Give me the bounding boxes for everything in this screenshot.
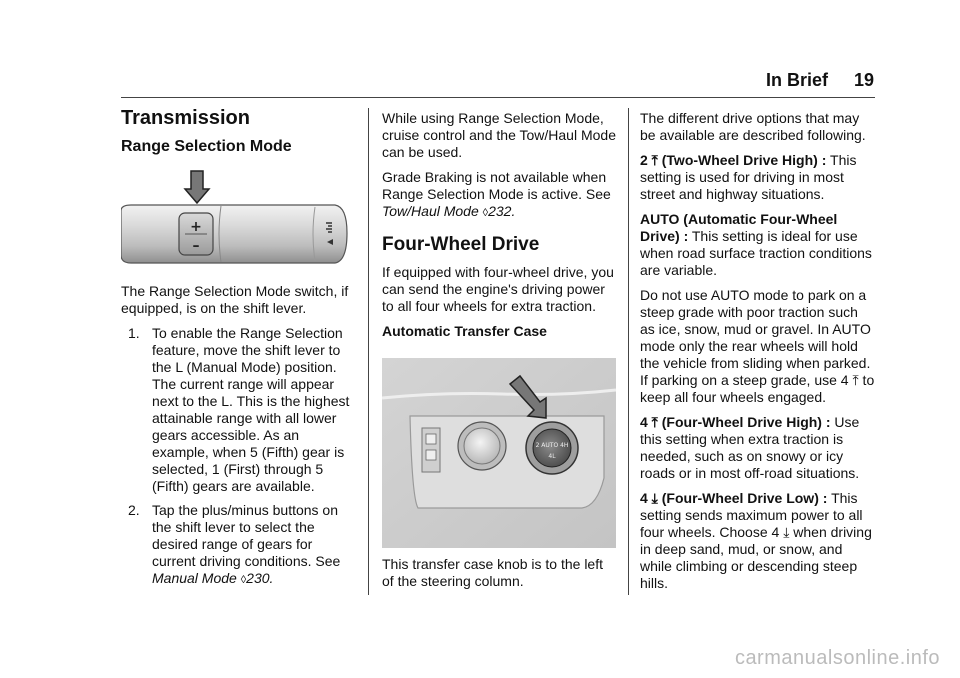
manual-mode-ref: 230. (246, 570, 274, 586)
column-2 (382, 110, 616, 598)
svg-text:+: + (190, 219, 202, 235)
svg-text:4L: 4L (548, 453, 556, 460)
page-ref-icon: ◊ (482, 207, 489, 219)
subsection-title-range-selection: Range Selection Mode (121, 138, 292, 155)
section-title-4wd: Four-Wheel Drive (382, 234, 540, 255)
paragraph: While using Range Selection Mode, cruise control and the Tow/Haul Mode can be used. (382, 110, 616, 160)
list-item (121, 325, 353, 495)
shift-lever-illustration (121, 169, 353, 277)
paragraph: Do not use AUTO mode to park on a steep grade with poor traction such as ice, snow, mud or gravel. In AUTO mode only the rear wheels will hold the vehicle from sliding when parked. If parking on a steep grade, use 4 ⤒ to keep all four wheels engaged. (640, 287, 875, 405)
step-number: 1. (128, 325, 140, 341)
column-divider (368, 108, 369, 595)
option-text: This setting is used for driving in most street and highway situations. (640, 152, 857, 202)
figure-caption: This transfer case knob is to the left of the steering column. (382, 556, 603, 589)
svg-text:–: – (192, 238, 200, 254)
tow-haul-ref: 232. (488, 203, 516, 219)
paragraph: Grade Braking is not available when Range Selection Mode is active. See Tow/Haul Mode ◊232. (382, 169, 611, 219)
header-title: In Brief (765, 70, 828, 90)
paragraph: If equipped with four-wheel drive, you can send the engine's driving power to all four wheels for extra traction. (382, 264, 614, 314)
option-heading: 2 ⤒ (Two-Wheel Drive High) : (640, 152, 827, 168)
section-title-transmission: Transmission (121, 107, 250, 129)
down-arrow-icon (185, 171, 209, 203)
page-ref-icon: ◊ (240, 574, 247, 586)
option-text: This setting sends maximum power to all four wheels. Choose 4 ⤓ when driving in deep sand, mud, or snow, and while climbing or descending steep hills. (640, 490, 872, 591)
option-auto (640, 211, 876, 279)
option-heading: AUTO (Automatic Four-Wheel Drive) : (640, 211, 838, 244)
paragraph: The different drive options that may be available are described following. (640, 110, 866, 143)
page-header (766, 70, 874, 91)
step-text: To enable the Range Selection feature, move the shift lever to the L (Manual Mode) position. The current range will appear next to the L. This is the highest attainable range with all lower gears accessible. As an example, when 5 (Fifth) gear is selected, 1 (First) through 5 (Fifth) gears are available. (152, 325, 350, 494)
column-1 (121, 107, 353, 596)
page-number: 19 (853, 70, 874, 90)
list-item (121, 502, 353, 589)
intro-paragraph: The Range Selection Mode switch, if equipped, is on the shift lever. (121, 283, 349, 316)
tow-haul-link[interactable]: Tow/Haul Mode (382, 203, 479, 219)
option-2h (640, 152, 876, 203)
column-divider (628, 108, 629, 595)
step-text: Tap the plus/minus buttons on the shift lever to select the desired range of gears for current driving conditions. See (152, 502, 341, 569)
svg-text:2 AUTO 4H: 2 AUTO 4H (535, 442, 569, 449)
steps-list (121, 325, 353, 589)
option-text: This setting is ideal for use when road surface traction conditions are variable. (640, 228, 872, 278)
header-rule (121, 97, 875, 98)
option-4h (640, 414, 876, 482)
manual-mode-link[interactable]: Manual Mode (152, 570, 237, 586)
option-heading: 4 ⤒ (Four-Wheel Drive High) : (640, 414, 831, 430)
transfer-case-illustration (382, 358, 616, 548)
column-3 (640, 110, 876, 600)
watermark: carmanualsonline.info (734, 647, 940, 669)
option-text: Use this setting when extra traction is needed, such as on snowy or icy roads or in most off-road situations. (640, 414, 860, 481)
option-heading: 4 ⤓ (Four-Wheel Drive Low) : (640, 490, 828, 506)
subheading-transfer-case: Automatic Transfer Case (382, 323, 547, 339)
step-number: 2. (128, 502, 140, 518)
option-4l (640, 490, 876, 592)
